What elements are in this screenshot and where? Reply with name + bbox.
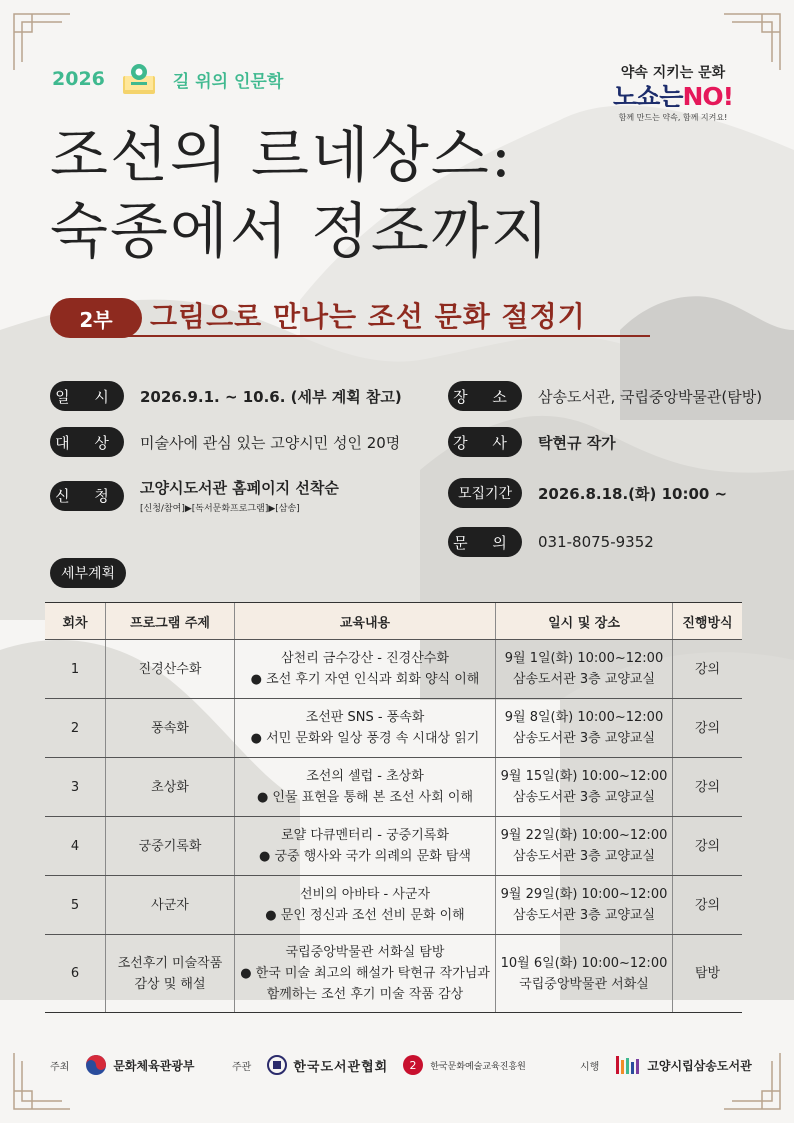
- series-header: [52, 62, 283, 96]
- row-date-place: [496, 758, 673, 817]
- row-topic: 사군자: [106, 876, 235, 935]
- info-target-value: 미술사에 관심 있는 고양시민 성인 20명: [140, 433, 401, 452]
- row-content: [235, 640, 496, 699]
- row-content-bullet: ● 인물 표현을 통해 본 조선 사회 이해: [256, 790, 474, 805]
- part-underline: [110, 335, 650, 337]
- row-content-bullet: ● 문인 정신과 조선 선비 문화 이해: [265, 908, 465, 923]
- arts-education-icon: [402, 1054, 424, 1076]
- row-method: 강의: [673, 699, 743, 758]
- info-apply-value: [140, 477, 339, 514]
- row-date: 10월 6일(화) 10:00~12:00: [500, 955, 668, 971]
- row-place: 삼송도서관 3층 교양교실: [512, 672, 656, 687]
- title-line2: 숙종에서 정조까지: [50, 197, 551, 267]
- row-method: 강의: [673, 876, 743, 935]
- info-period-value: 2026.8.18.(화) 10:00 ~: [538, 484, 728, 503]
- row-date-place: [496, 699, 673, 758]
- row-content: [235, 876, 496, 935]
- footer-organizer-label: 주관: [232, 1061, 252, 1073]
- footer-organizer: [232, 1048, 526, 1082]
- info-date: [50, 381, 402, 411]
- slogan-main-text: 노쇼는: [612, 82, 683, 111]
- row-topic: 초상화: [106, 758, 235, 817]
- row-topic-line1: 조선후기 미술작품: [117, 955, 223, 971]
- row-topic: 궁중기록화: [106, 817, 235, 876]
- info-apply-label: 신 청: [50, 481, 124, 511]
- info-target-label: 대 상: [50, 427, 124, 457]
- row-no: 2: [45, 699, 106, 758]
- row-topic: [106, 935, 235, 1013]
- main-title: [50, 118, 551, 270]
- row-content: [235, 758, 496, 817]
- info-place: [448, 381, 762, 411]
- row-content-title: 삼천리 금수강산 - 진경산수화: [281, 651, 449, 666]
- slogan-line3: 함께 만드는 약속, 함께 지켜요!: [618, 113, 728, 122]
- table-row: [45, 640, 742, 699]
- part-header: [50, 295, 610, 341]
- footer-host: [50, 1048, 194, 1082]
- footer-operator: [580, 1048, 752, 1082]
- row-date: 9월 1일(화) 10:00~12:00: [504, 651, 664, 666]
- info-lecturer-label: 강 사: [448, 427, 522, 457]
- info-date-value: 2026.9.1. ~ 10.6. (세부 계획 참고): [140, 387, 402, 406]
- table-row: [45, 935, 742, 1013]
- row-no: 3: [45, 758, 106, 817]
- series-year: 2026: [52, 68, 105, 90]
- series-name: 길 위의 인문학: [172, 71, 284, 92]
- info-lecturer: [448, 427, 616, 457]
- row-content: [235, 699, 496, 758]
- header-session: 회차: [45, 603, 106, 640]
- detail-plan-label: 세부계획: [50, 558, 126, 588]
- row-content-bullet: ● 한국 미술 최고의 해설가 탁현규 작가님과: [240, 966, 490, 981]
- row-no: 6: [45, 935, 106, 1013]
- row-place: 삼송도서관 3층 교양교실: [512, 790, 656, 805]
- info-lecturer-value: 탁현규 작가: [538, 433, 616, 452]
- row-topic-line2: 감상 및 해설: [134, 976, 206, 992]
- slogan-line1: 약속 지키는 문화: [620, 65, 726, 81]
- row-date: 9월 29일(화) 10:00~12:00: [500, 887, 668, 902]
- row-content: [235, 935, 496, 1013]
- taegeuk-icon: [85, 1054, 107, 1076]
- table-row: [45, 699, 742, 758]
- no-show-slogan: [608, 62, 738, 123]
- part-subtitle: 그림으로 만나는 조선 문화 절정기: [150, 300, 586, 333]
- slogan-no: NO!: [682, 82, 734, 111]
- info-apply-main: 고양시도서관 홈페이지 선착순: [140, 479, 339, 497]
- header-topic: 프로그램 주제: [106, 603, 235, 640]
- info-period-label: 모집기간: [448, 478, 522, 508]
- row-place: 삼송도서관 3층 교양교실: [512, 731, 656, 746]
- table-header-row: [45, 603, 742, 640]
- svg-text:2: 2: [409, 1059, 417, 1072]
- row-place: 삼송도서관 3층 교양교실: [512, 849, 656, 864]
- library-association-icon: [267, 1055, 287, 1075]
- table-row: [45, 817, 742, 876]
- row-content-title: 조선판 SNS - 풍속화: [305, 710, 425, 725]
- row-place: 국립중앙박물관 서화실: [519, 976, 649, 992]
- row-content-bullet: ● 서민 문화와 일상 풍경 속 시대상 읽기: [250, 731, 480, 746]
- footer-host-org: 문화체육관광부: [113, 1058, 195, 1073]
- info-target: [50, 427, 400, 457]
- info-place-value: 삼송도서관, 국립중앙박물관(탐방): [538, 387, 763, 406]
- row-content-title: 조선의 셀럽 - 초상화: [306, 769, 424, 784]
- book-icon: [121, 62, 157, 96]
- table-row: [45, 876, 742, 935]
- row-method: 강의: [673, 817, 743, 876]
- row-method: 강의: [673, 640, 743, 699]
- row-content-bullet: ● 궁중 행사와 국가 의례의 문화 탐색: [259, 849, 471, 864]
- row-date: 9월 15일(화) 10:00~12:00: [500, 769, 668, 784]
- row-date-place: [496, 817, 673, 876]
- row-content-title: 선비의 아바타 - 사군자: [299, 887, 431, 902]
- row-date: 9월 22일(화) 10:00~12:00: [500, 828, 668, 843]
- info-contact-value: 031-8075-9352: [538, 533, 654, 551]
- info-period: [448, 478, 727, 508]
- footer-host-label: 주최: [50, 1061, 70, 1073]
- row-date: 9월 8일(화) 10:00~12:00: [504, 710, 664, 725]
- info-contact: [448, 527, 654, 557]
- header-date-place: 일시 및 장소: [496, 603, 673, 640]
- row-no: 5: [45, 876, 106, 935]
- row-topic: 진경산수화: [106, 640, 235, 699]
- row-no: 1: [45, 640, 106, 699]
- header-content: 교육내용: [235, 603, 496, 640]
- footer-organizer-org1: 한국도서관협회: [293, 1059, 389, 1075]
- title-line1: 조선의 르네상스:: [50, 121, 514, 191]
- footer-operator-org: 고양시립삼송도서관: [647, 1058, 752, 1073]
- footer-operator-label: 시행: [580, 1061, 600, 1073]
- row-content: [235, 817, 496, 876]
- part-label: 2부: [50, 298, 142, 338]
- row-date-place: [496, 640, 673, 699]
- table-row: [45, 758, 742, 817]
- info-apply-path: [신청/참여]▶[독서문화프로그램]▶[삼송]: [140, 504, 300, 514]
- row-topic: 풍속화: [106, 699, 235, 758]
- info-place-label: 장 소: [448, 381, 522, 411]
- info-apply: [50, 477, 339, 514]
- footer: [0, 1048, 794, 1088]
- row-no: 4: [45, 817, 106, 876]
- row-method: 강의: [673, 758, 743, 817]
- header-method: 진행방식: [673, 603, 743, 640]
- schedule-table: [45, 602, 742, 1013]
- row-content-title: 로얄 다큐멘터리 - 궁중기록화: [281, 828, 449, 843]
- row-content-bullet: ● 조선 후기 자연 인식과 회화 양식 이해: [250, 672, 480, 687]
- info-date-label: 일 시: [50, 381, 124, 411]
- footer-organizer-org2: 한국문화예술교육진흥원: [430, 1061, 526, 1072]
- row-date-place: [496, 876, 673, 935]
- row-date-place: [496, 935, 673, 1013]
- info-contact-label: 문 의: [448, 527, 522, 557]
- row-content-bullet-cont: 함께하는 조선 후기 미술 작품 감상: [266, 987, 464, 1002]
- slogan-main: [608, 82, 738, 112]
- row-content-title: 국립중앙박물관 서화실 탐방: [285, 945, 445, 960]
- row-place: 삼송도서관 3층 교양교실: [512, 908, 656, 923]
- row-method: 탐방: [673, 935, 743, 1013]
- library-books-icon: [615, 1054, 641, 1076]
